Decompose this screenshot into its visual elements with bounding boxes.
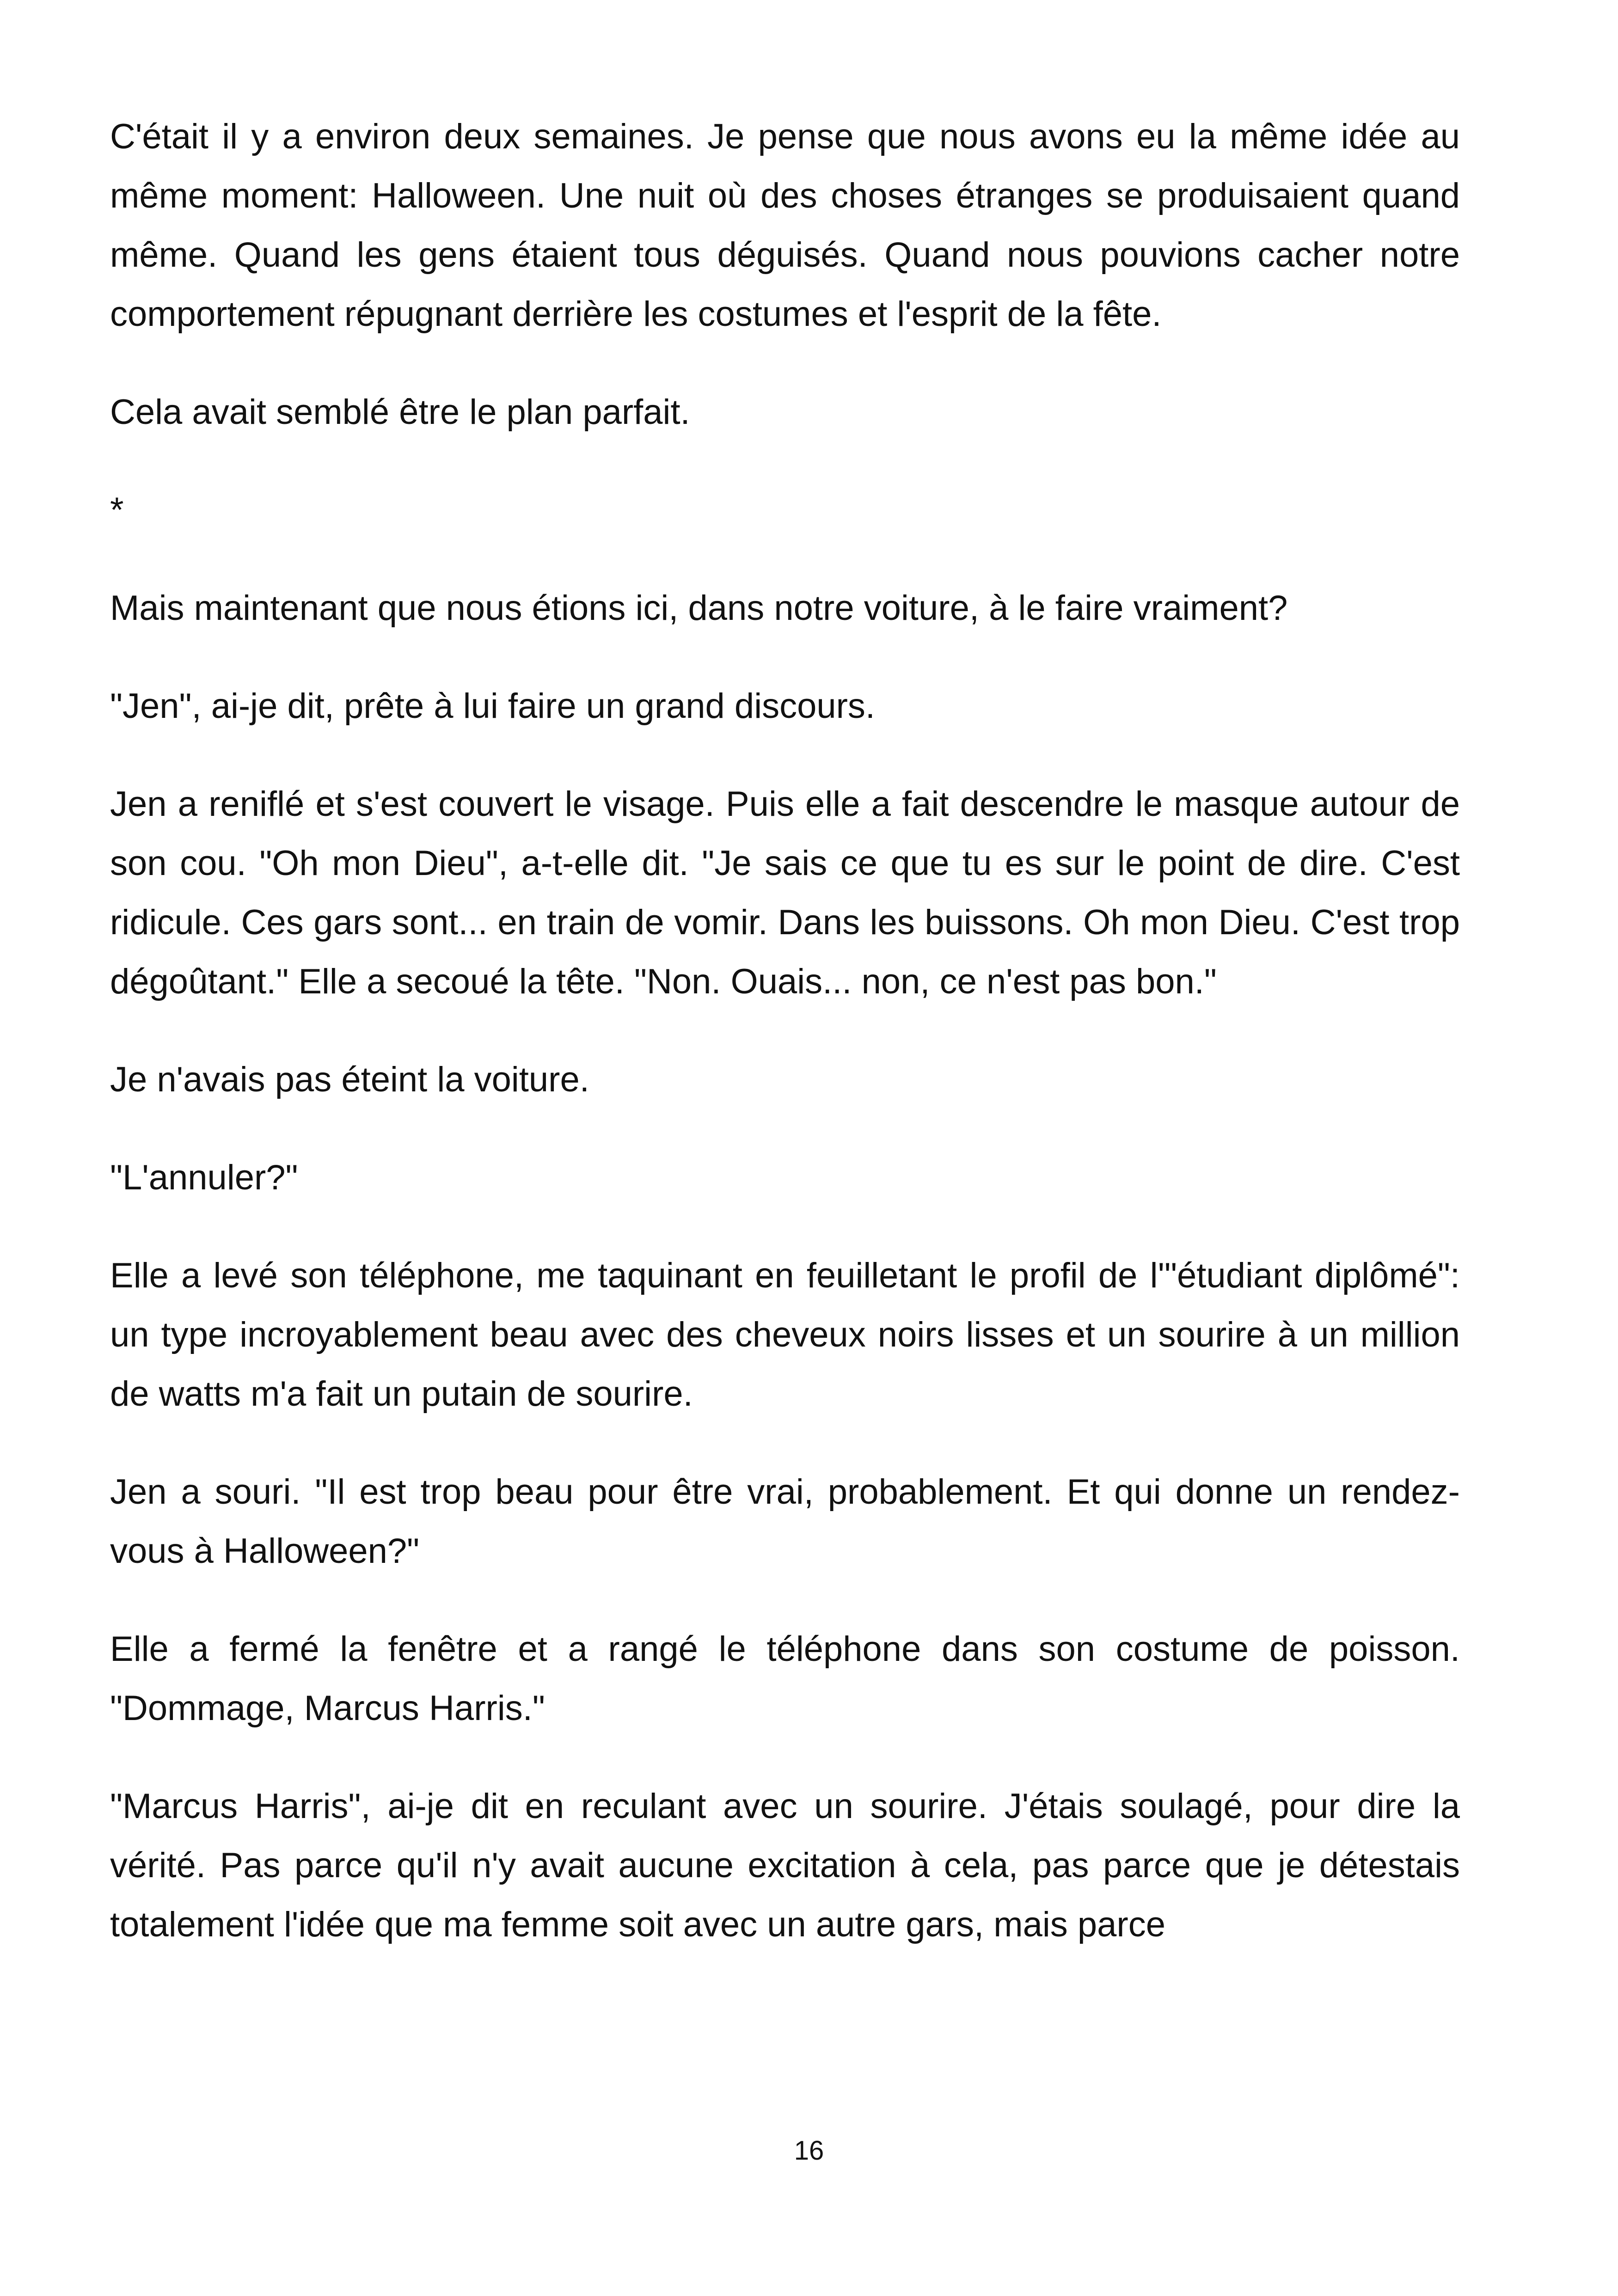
paragraph-4: "Jen", ai-je dit, prête à lui faire un grand discours. (110, 686, 876, 726)
paragraph-6: Je n'avais pas éteint la voiture. (110, 1060, 589, 1099)
paragraph-1: C'était il y a environ deux semaines. Je pense que nous avons eu la même idée au même moment: Halloween. Une nuit où des choses étranges se produisaient quand même. Quand les gens étaient tous déguisés. Quand nous pouvions cacher notre comportement répugnant derrière les costumes et l'esprit de la fête. (110, 117, 1460, 334)
body-text (110, 107, 1460, 1954)
paragraph-8: Elle a levé son téléphone, me taquinant en feuilletant le profil de l'"étudiant diplômé": un type incroyablement beau avec des cheveux noirs lisses et un sourire à un million de watts m'a fait un putain de sourire. (110, 1256, 1460, 1414)
page-number: 16 (794, 2136, 824, 2166)
paragraph-11: "Marcus Harris", ai-je dit en reculant avec un sourire. J'étais soulagé, pour dire la vérité. Pas parce qu'il n'y avait aucune excitation à cela, pas parce que je détestais totalement l'idée que ma femme soit avec un autre gars, mais parce (110, 1787, 1460, 1944)
paragraph-3: Mais maintenant que nous étions ici, dans notre voiture, à le faire vraiment? (110, 588, 1288, 628)
scene-break-asterisk: * (110, 490, 124, 530)
paragraph-2: Cela avait semblé être le plan parfait. (110, 392, 690, 432)
paragraph-5: Jen a reniflé et s'est couvert le visage. Puis elle a fait descendre le masque autour de son cou. "Oh mon Dieu", a-t-elle dit. "Je sais ce que tu es sur le point de dire. C'est ridicule. Ces gars sont... en train de vomir. Dans les buissons. Oh mon Dieu. C'est trop dégoûtant." Elle a secoué la tête. "Non. Ouais... non, ce n'est pas bon." (110, 784, 1460, 1001)
paragraph-7: "L'annuler?" (110, 1158, 298, 1197)
paragraph-9: Jen a souri. "Il est trop beau pour être vrai, probablement. Et qui donne un rendez-vous à Halloween?" (110, 1472, 1460, 1571)
paragraph-10: Elle a fermé la fenêtre et a rangé le téléphone dans son costume de poisson. "Dommage, Marcus Harris." (110, 1629, 1460, 1728)
